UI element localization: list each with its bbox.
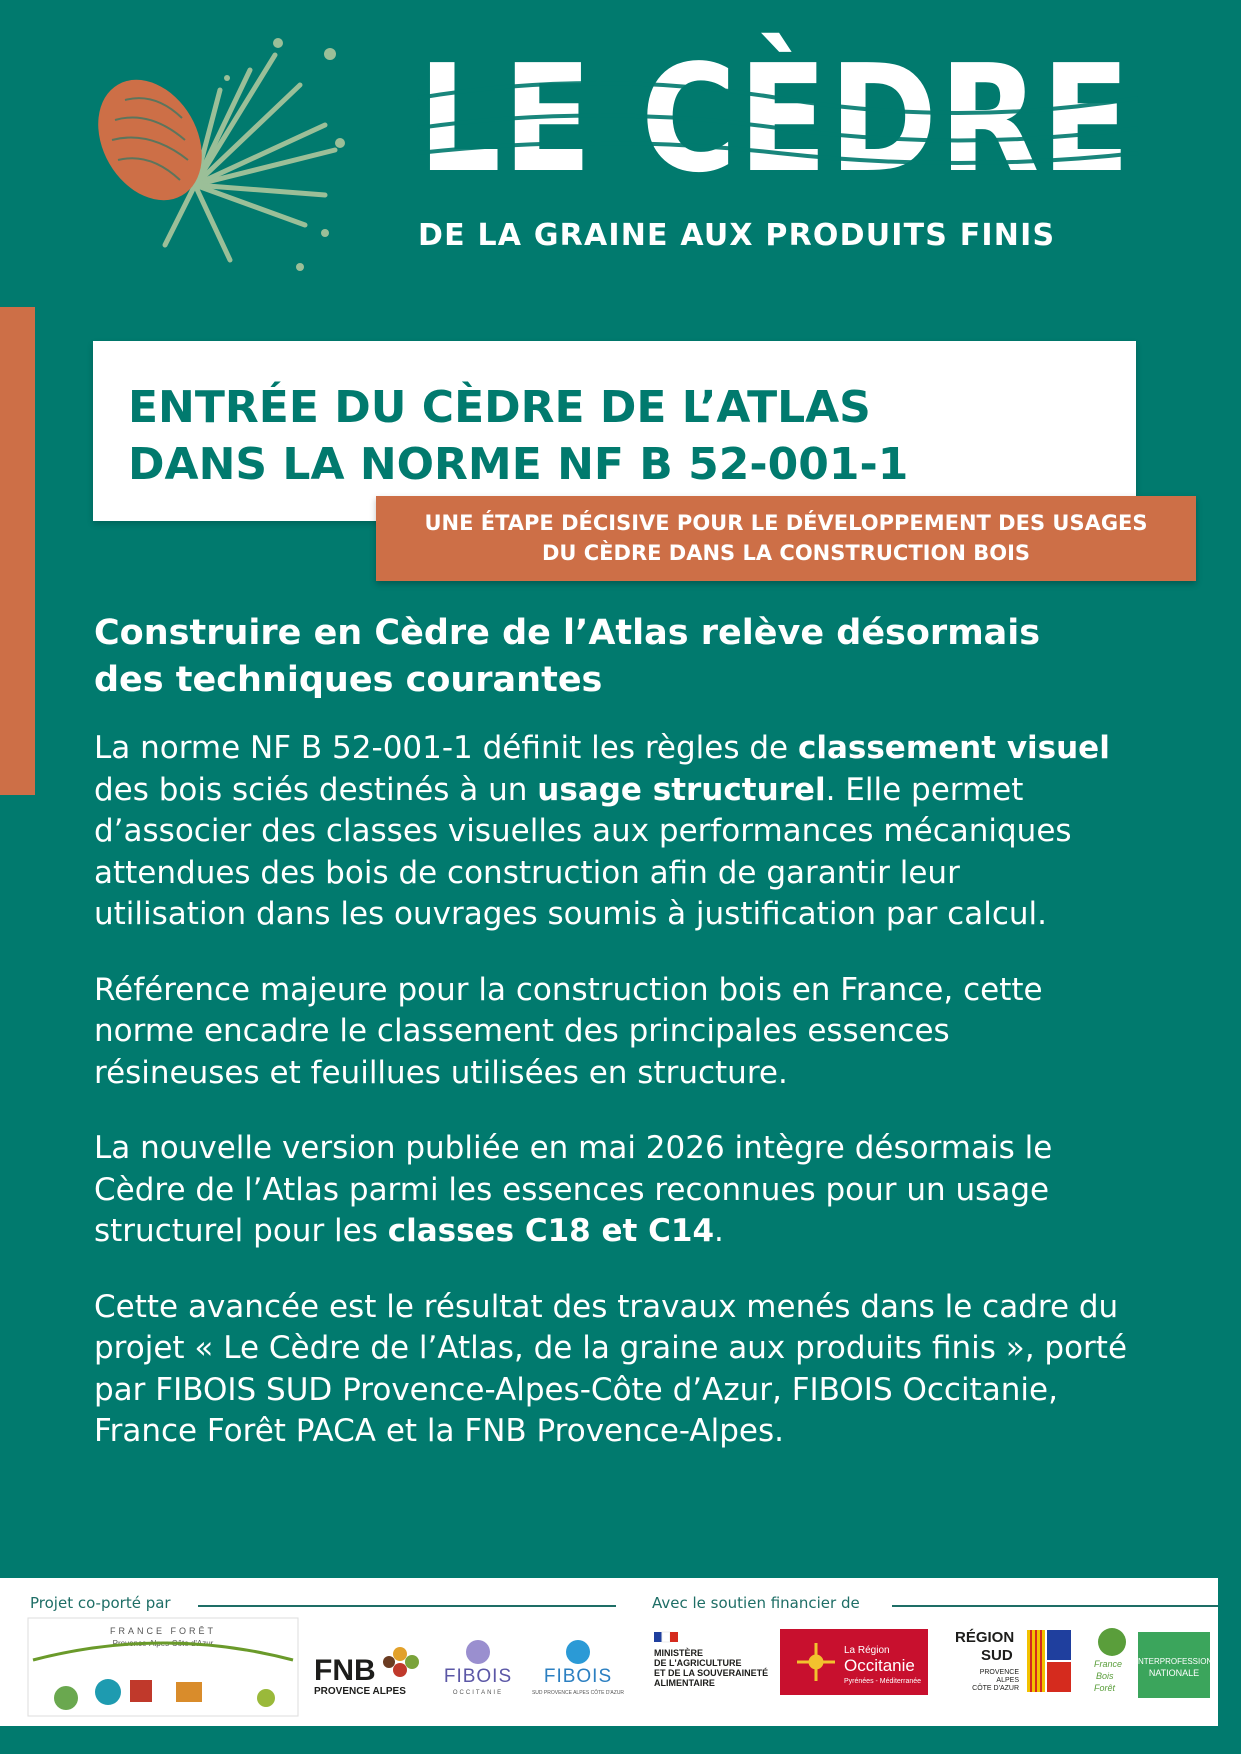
svg-text:Occitanie: Occitanie: [844, 1656, 915, 1675]
france-bois-foret-logo: [1088, 1622, 1212, 1698]
svg-text:ALPES: ALPES: [996, 1677, 1019, 1684]
decorative-side-bar: [0, 307, 35, 795]
svg-text:FIBOIS: FIBOIS: [543, 1666, 613, 1687]
paragraph-line: utilisation dans les ouvrages soumis à justification par calcul.: [94, 896, 1047, 932]
emphasis-text: classement visuel: [797, 730, 1110, 766]
france-foret-logo: [28, 1618, 298, 1716]
subtitle-line-1: UNE ÉTAPE DÉCISIVE POUR LE DÉVELOPPEMENT DES USAGES: [424, 511, 1148, 535]
coporte-label: Projet co-porté par: [30, 1594, 171, 1612]
subtitle-line-2: DU CÈDRE DANS LA CONSTRUCTION BOIS: [541, 541, 1031, 565]
region-occitanie-logo: [780, 1629, 928, 1695]
subtitle-banner: [376, 496, 1196, 581]
svg-text:La Région: La Région: [844, 1645, 890, 1656]
title-line-2: DANS LA NORME NF B 52-001-1: [128, 439, 909, 490]
svg-text:NATIONALE: NATIONALE: [1148, 1668, 1200, 1678]
paragraph-line: par FIBOIS SUD Provence-Alpes-Côte d’Azur, FIBOIS Occitanie,: [94, 1371, 1058, 1408]
emphasis-text: usage structurel: [537, 771, 826, 808]
svg-text:FIBOIS: FIBOIS: [443, 1666, 513, 1687]
divider: [198, 1605, 616, 1607]
title-line-1: ENTRÉE DU CÈDRE DE L’ATLAS: [128, 382, 871, 433]
svg-text:Forêt: Forêt: [1094, 1683, 1116, 1693]
section-heading-line-2: des techniques courantes: [94, 660, 603, 700]
partners-footer: [0, 1578, 1218, 1726]
paragraph-line: Cette avancée est le résultat des travaux menés dans le cadre du: [94, 1288, 1119, 1325]
svg-text:PROVENCE ALPES: PROVENCE ALPES: [314, 1686, 406, 1697]
svg-text:FRANCE FORÊT: FRANCE FORÊT: [109, 1626, 217, 1636]
title-box: [93, 341, 1136, 521]
tagline: DE LA GRAINE AUX PRODUITS FINIS: [418, 218, 1056, 253]
paragraph-line: norme encadre le classement des principales essences: [94, 1013, 950, 1049]
section-heading-line-1: Construire en Cèdre de l’Atlas relève désormais: [94, 613, 1041, 653]
svg-text:RÉGION: RÉGION: [955, 1629, 1015, 1646]
paragraph-line: résineuses et feuillues utilisées en structure.: [94, 1054, 788, 1091]
fibois-sud-logo: [531, 1640, 625, 1698]
paragraph-3: [94, 1128, 1154, 1253]
emphasis-text: classes C18 et C14: [387, 1213, 715, 1249]
svg-text:PROVENCE: PROVENCE: [979, 1669, 1019, 1676]
svg-text:SUD PROVENCE ALPES CÔTE D'AZUR: SUD PROVENCE ALPES CÔTE D'AZUR: [531, 1690, 625, 1696]
svg-text:Provence-Alpes-Côte d'Azur: Provence-Alpes-Côte d'Azur: [112, 1639, 214, 1648]
svg-text:OCCITANIE: OCCITANIE: [452, 1690, 504, 1696]
le-cedre-wordmark: [418, 28, 1229, 205]
paragraph-line: La norme NF B 52-001-1 définit les règles de classement visuel: [94, 730, 1110, 766]
fibois-occitanie-logo: [433, 1640, 523, 1698]
paragraph-line: Cèdre de l’Atlas parmi les essences reconnues pour un usage: [94, 1171, 1050, 1208]
svg-text:MINISTÈRE: MINISTÈRE: [654, 1648, 704, 1658]
svg-text:CÔTE D'AZUR: CÔTE D'AZUR: [972, 1685, 1019, 1692]
svg-text:Bois: Bois: [1096, 1671, 1114, 1681]
paragraph-1: [94, 728, 1154, 936]
paragraph-line: structurel pour les classes C18 et C14.: [94, 1213, 724, 1249]
svg-text:FNB: FNB: [314, 1654, 376, 1687]
paragraph-2: [94, 970, 1154, 1095]
svg-text:LE CÈDRE: LE CÈDRE: [418, 33, 1229, 205]
svg-text:ALIMENTAIRE: ALIMENTAIRE: [654, 1678, 715, 1688]
svg-text:INTERPROFESSION: INTERPROFESSION: [1135, 1657, 1213, 1666]
section-heading: [94, 610, 1154, 704]
page-title: [128, 379, 908, 493]
cedar-cone-logo-icon: [100, 30, 390, 280]
paragraph-4: [94, 1287, 1154, 1453]
divider: [892, 1605, 1218, 1607]
paragraph-line: projet « Le Cèdre de l’Atlas, de la graine aux produits finis », porté: [94, 1330, 1128, 1366]
paragraph-line: France Forêt PACA et la FNB Provence-Alpes.: [94, 1413, 784, 1449]
paragraph-line: Référence majeure pour la construction bois en France, cette: [94, 971, 1043, 1008]
main-content: [94, 610, 1154, 1487]
soutien-label: Avec le soutien financier de: [652, 1594, 860, 1612]
paragraph-line: d’associer des classes visuelles aux performances mécaniques: [94, 813, 1072, 849]
paragraph-line: des bois sciés destinés à un usage structurel. Elle permet: [94, 771, 1024, 808]
region-sud-logo: [953, 1624, 1077, 1702]
ministere-agriculture-logo: [652, 1630, 769, 1706]
svg-text:France: France: [1094, 1659, 1123, 1669]
fnb-logo: [312, 1640, 424, 1698]
svg-text:DE L'AGRICULTURE: DE L'AGRICULTURE: [654, 1658, 742, 1668]
svg-text:SUD: SUD: [981, 1647, 1013, 1664]
svg-text:ET DE LA SOUVERAINETÉ: ET DE LA SOUVERAINETÉ: [654, 1668, 769, 1678]
svg-text:Pyrénées - Méditerranée: Pyrénées - Méditerranée: [844, 1678, 922, 1685]
paragraph-line: La nouvelle version publiée en mai 2026 intègre désormais le: [94, 1130, 1053, 1166]
paragraph-line: attendues des bois de construction afin de garantir leur: [94, 854, 960, 891]
